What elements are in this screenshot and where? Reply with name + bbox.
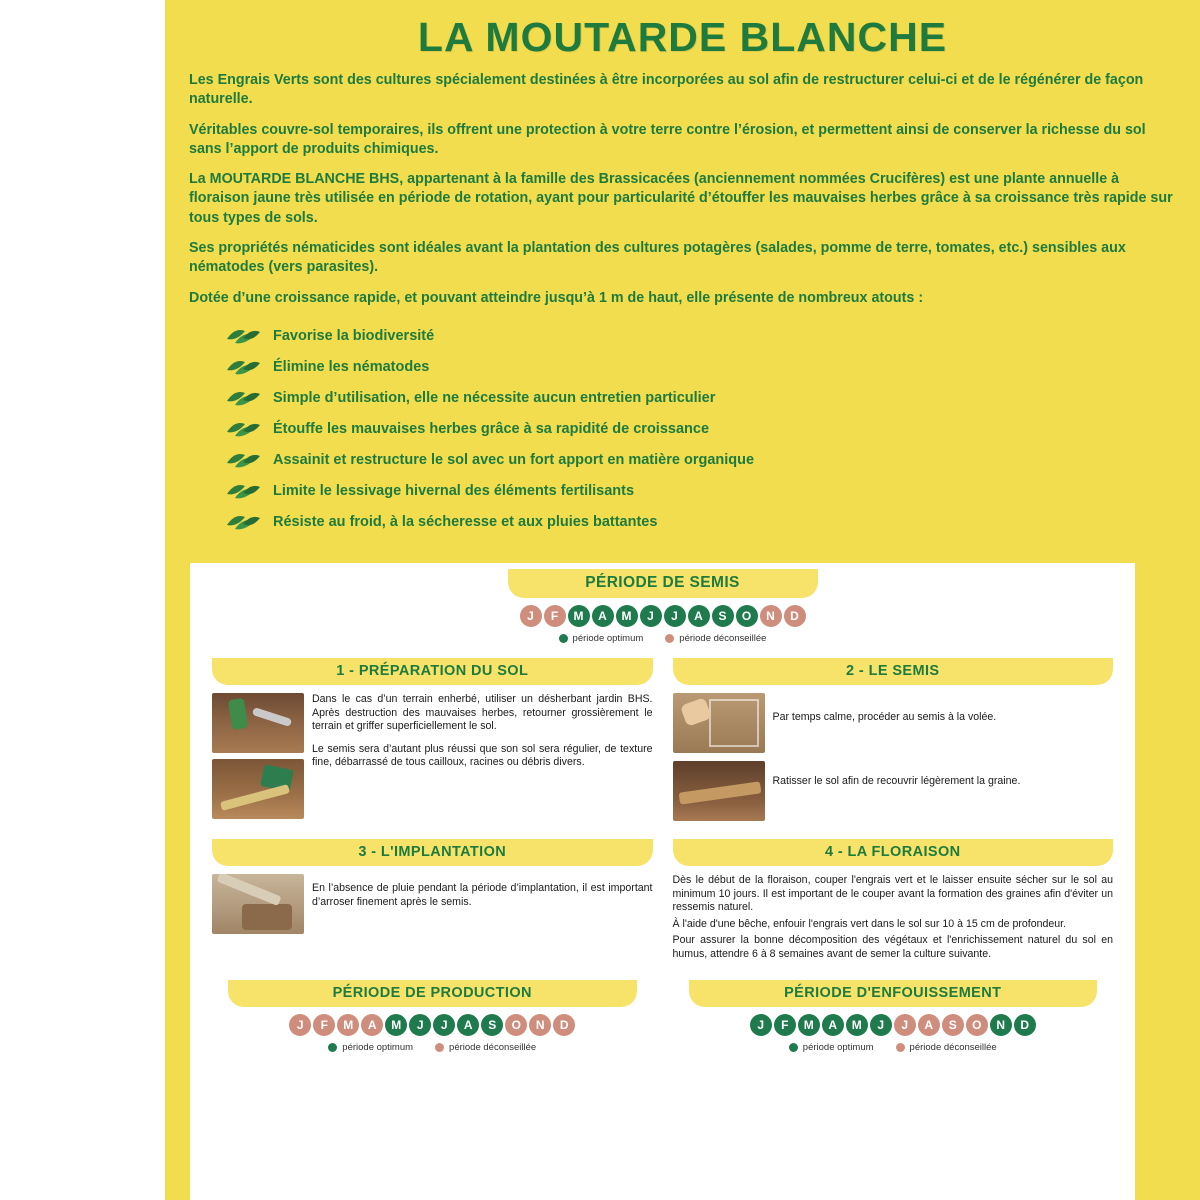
step-3-title: 3 - L'IMPLANTATION [212, 839, 653, 866]
legend-deconseillee [665, 633, 766, 644]
list-item-label: Limite le lessivage hivernal des éléments fertilisants [273, 482, 635, 499]
month-cell: A [688, 605, 710, 627]
step-3-thumbs [212, 874, 304, 934]
step-3-paragraph-1: En l’absence de pluie pendant la période d’implantation, il est important d’arroser finement après le semis. [312, 882, 653, 908]
step-4 [663, 839, 1124, 970]
steps-row-1 [190, 658, 1135, 829]
month-cell: M [337, 1014, 359, 1036]
month-cell: A [592, 605, 614, 627]
intro-paragraph-5: Dotée d’une croissance rapide, et pouvant atteindre jusqu’à 1 m de haut, elle présente de nombreux atouts : [189, 289, 924, 306]
month-cell: M [846, 1014, 868, 1036]
step-2-body [673, 693, 1114, 821]
calendar-production-title: PÉRIODE DE PRODUCTION [228, 980, 637, 1007]
month-cell: J [750, 1014, 772, 1036]
leaf-icon [225, 356, 261, 378]
list-item-label: Favorise la biodiversité [273, 327, 435, 344]
list-item [225, 356, 1176, 378]
step-2-paragraph-2: Ratisser le sol afin de recouvrir légèrement la graine. [772, 775, 1021, 787]
month-cell: O [505, 1014, 527, 1036]
month-cell: J [664, 605, 686, 627]
leaf-icon [225, 480, 261, 502]
list-item-label: Étouffe les mauvaises herbes grâce à sa rapidité de croissance [273, 420, 710, 437]
month-cell: S [942, 1014, 964, 1036]
list-item-label: Résiste au froid, à la sécheresse et aux pluies battantes [273, 513, 658, 530]
legend-optimum-label: période optimum [572, 633, 644, 644]
bottom-calendars [190, 980, 1135, 1053]
benefits-list [165, 319, 1200, 533]
list-item-label: Simple d’utilisation, elle ne nécessite aucun entretien particulier [273, 389, 716, 406]
step-4-text [673, 874, 1114, 961]
month-cell: F [544, 605, 566, 627]
step-4-title: 4 - LA FLORAISON [673, 839, 1114, 866]
leaf-icon [225, 418, 261, 440]
calendar-enfouissement [663, 980, 1124, 1053]
intro-section [165, 61, 1200, 308]
month-cell: J [640, 605, 662, 627]
step-1-image-2 [212, 759, 304, 819]
month-cell: S [481, 1014, 503, 1036]
legend-optimum [789, 1042, 874, 1053]
step-2-image-1 [673, 693, 765, 753]
intro-paragraph-4: Ses propriétés nématicides sont idéales avant la plantation des cultures potagères (salades, pomme de terre, tomates, etc.) sensibles aux nématodes (vers parasites). [189, 240, 1126, 276]
month-cell: F [313, 1014, 335, 1036]
month-cell: N [760, 605, 782, 627]
month-cell: N [529, 1014, 551, 1036]
legend-deconseillee [896, 1042, 997, 1053]
step-1-thumbs [212, 693, 304, 819]
month-cell: M [616, 605, 638, 627]
step-2-block-1 [673, 693, 1114, 753]
poster [165, 0, 1200, 1200]
month-cell: A [457, 1014, 479, 1036]
step-2-title: 2 - LE SEMIS [673, 658, 1114, 685]
month-cell: N [990, 1014, 1012, 1036]
calendar-enfouissement-months [689, 1014, 1098, 1036]
step-4-paragraph-3: Pour assurer la bonne décomposition des végétaux et l'enrichissement naturel du sol en humus, attendre 6 à 8 semaines avant de semer la culture suivante. [672, 934, 1113, 960]
month-cell: J [894, 1014, 916, 1036]
calendar-semis-months [508, 605, 818, 627]
legend-optimum-dot [559, 634, 568, 643]
intro-paragraph-2: Véritables couvre-sol temporaires, ils offrent une protection à votre terre contre l’érosion, et permettent ainsi de conserver la richesse du sol sans l’apport de produits chimiques. [189, 121, 1146, 157]
month-cell: J [433, 1014, 455, 1036]
step-1-text [312, 693, 653, 819]
page-title: LA MOUTARDE BLANCHE [417, 14, 948, 60]
list-item [225, 480, 1176, 502]
list-item [225, 511, 1176, 533]
legend-deconseillee-label: période déconseillée [679, 633, 767, 644]
month-cell: M [385, 1014, 407, 1036]
list-item [225, 449, 1176, 471]
step-1-paragraph-2: Le semis sera d’autant plus réussi que son sol sera régulier, de texture fine, débarrassé de tous cailloux, racines ou débris divers. [312, 742, 653, 769]
intro-paragraph-1: Les Engrais Verts sont des cultures spécialement destinées à être incorporées au sol afin de restructurer celui-ci et de le régénérer de façon naturelle. [189, 72, 1144, 108]
legend-optimum-dot [328, 1043, 337, 1052]
legend-deconseillee-label: période déconseillée [449, 1042, 537, 1054]
list-item-label: Assainit et restructure le sol avec un fort apport en matière organique [273, 451, 755, 468]
calendar-enfouissement-legend [689, 1042, 1098, 1053]
legend-deconseillee-dot [665, 634, 674, 643]
month-cell: M [568, 605, 590, 627]
month-cell: A [361, 1014, 383, 1036]
calendar-semis-title: PÉRIODE DE SEMIS [508, 569, 818, 598]
month-cell: A [822, 1014, 844, 1036]
step-2-block-2 [673, 761, 1114, 821]
calendar-semis-legend [508, 633, 818, 644]
calendar-production-months [228, 1014, 637, 1036]
month-cell: M [798, 1014, 820, 1036]
step-3 [202, 839, 663, 970]
calendar-production [202, 980, 663, 1053]
step-3-body [212, 874, 653, 934]
month-cell: J [409, 1014, 431, 1036]
left-margin [0, 0, 165, 1200]
step-1-paragraph-1: Dans le cas d’un terrain enherbé, utiliser un désherbant jardin BHS. Après destruction des mauvaises herbes, retourner grossièrement le terrain et griffer superficiellement le sol. [312, 693, 653, 733]
step-2 [663, 658, 1124, 829]
step-4-paragraph-2: À l'aide d'une bêche, enfouir l'engrais vert dans le sol sur 10 à 15 cm de profondeur. [672, 917, 1067, 930]
legend-deconseillee-label: période déconseillée [909, 1042, 997, 1054]
leaf-icon [225, 511, 261, 533]
steps-row-2 [190, 839, 1135, 970]
month-cell: O [736, 605, 758, 627]
legend-optimum-label: période optimum [802, 1042, 874, 1054]
month-cell: J [520, 605, 542, 627]
leaf-icon [225, 325, 261, 347]
leaf-icon [225, 387, 261, 409]
step-2-paragraph-1: Par temps calme, procéder au semis à la volée. [772, 711, 997, 723]
month-cell: D [1014, 1014, 1036, 1036]
legend-deconseillee-dot [896, 1043, 905, 1052]
step-1-body [212, 693, 653, 819]
month-cell: D [553, 1014, 575, 1036]
month-cell: D [784, 605, 806, 627]
calendar-enfouissement-title: PÉRIODE D'ENFOUISSEMENT [689, 980, 1098, 1007]
month-cell: J [289, 1014, 311, 1036]
legend-deconseillee-dot [435, 1043, 444, 1052]
month-cell: S [712, 605, 734, 627]
step-1 [202, 658, 663, 829]
month-cell: A [918, 1014, 940, 1036]
month-cell: J [870, 1014, 892, 1036]
legend-optimum-label: période optimum [342, 1042, 414, 1054]
legend-deconseillee [435, 1042, 536, 1053]
instructions-panel [190, 563, 1135, 1200]
legend-optimum [559, 633, 644, 644]
list-item [225, 418, 1176, 440]
step-2-image-2 [673, 761, 765, 821]
calendar-production-legend [228, 1042, 637, 1053]
step-3-image-1 [212, 874, 304, 934]
step-1-title: 1 - PRÉPARATION DU SOL [212, 658, 653, 685]
step-4-paragraph-1: Dès le début de la floraison, couper l'engrais vert et le laisser ensuite sécher sur le sol au minimum 10 jours. Il est important de le couper avant la formation des graines afin d'éviter un ressemis naturel. [672, 874, 1113, 914]
month-cell: F [774, 1014, 796, 1036]
legend-optimum-dot [789, 1043, 798, 1052]
month-cell: O [966, 1014, 988, 1036]
list-item-label: Élimine les nématodes [273, 358, 430, 375]
step-1-image-1 [212, 693, 304, 753]
list-item [225, 387, 1176, 409]
legend-optimum [328, 1042, 413, 1053]
calendar-semis [508, 569, 818, 644]
leaf-icon [225, 449, 261, 471]
intro-paragraph-3: La MOUTARDE BLANCHE BHS, appartenant à la famille des Brassicacées (anciennement nommées Crucifères) est une plante annuelle à floraison jaune très utilisée en période de rotation, ayant pour particularité d’étouffer les mauvaises herbes grâce à sa croissance très rapide sur tous types de sols. [189, 171, 1173, 226]
list-item [225, 325, 1176, 347]
